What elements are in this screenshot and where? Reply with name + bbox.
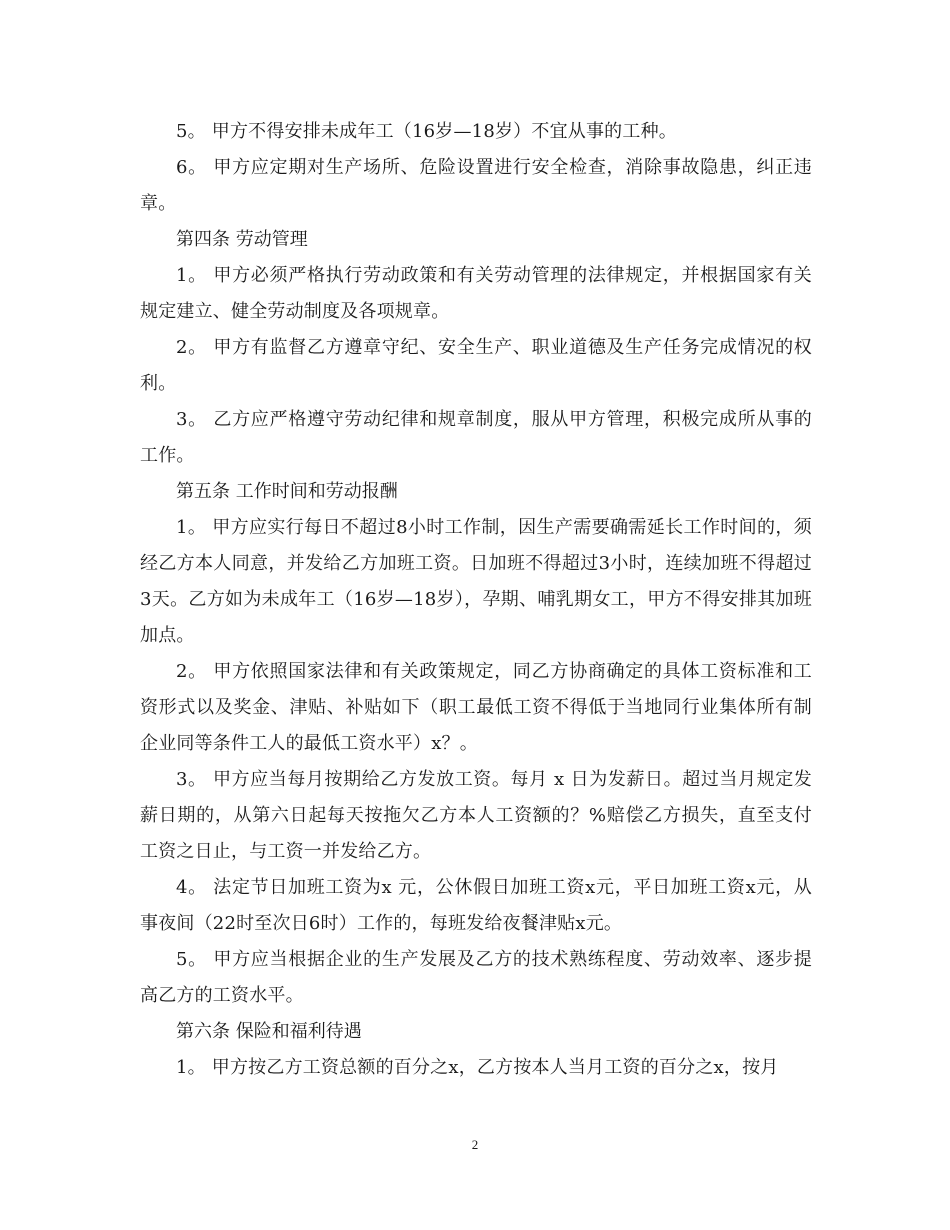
clause-3-item-6: 6。 甲方应定期对生产场所、危险设置进行安全检查，消除事故隐患，纠正违章。 (140, 157, 812, 214)
clause-3-item-5: 5。 甲方不得安排未成年工（16岁—18岁）不宜从事的工种。 (176, 121, 677, 142)
clause-5-item-5: 5。 甲方应当根据企业的生产发展及乙方的技术熟练程度、劳动效率、逐步提高乙方的工资水平。 (140, 949, 812, 1006)
page-number: 2 (471, 1137, 479, 1152)
clause-6-item-1: 1。 甲方按乙方工资总额的百分之x，乙方按本人当月工资的百分之x，按月 (176, 1057, 779, 1078)
clause-4-item-2: 2。 甲方有监督乙方遵章守纪、安全生产、职业道德及生产任务完成情况的权利。 (140, 337, 812, 394)
clause-4-item-1: 1。 甲方必须严格执行劳动政策和有关劳动管理的法律规定，并根据国家有关规定建立、健全劳动制度及各项规章。 (140, 265, 812, 322)
clause-5-item-3: 3。 甲方应当每月按期给乙方发放工资。每月 x 日为发薪日。超过当月规定发薪日期的，从第六日起每天按拖欠乙方本人工资额的？%赔偿乙方损失，直至支付工资之日止，与工资一并发给乙方。 (140, 769, 812, 862)
clause-4-item-3: 3。 乙方应严格遵守劳动纪律和规章制度，服从甲方管理，积极完成所从事的工作。 (140, 409, 812, 466)
clause-6-heading: 第六条 保险和福利待遇 (176, 1021, 362, 1042)
document-body (140, 114, 812, 1086)
clause-5-heading: 第五条 工作时间和劳动报酬 (176, 481, 398, 502)
clause-4-heading: 第四条 劳动管理 (176, 229, 308, 250)
clause-5-item-4: 4。 法定节日加班工资为x 元，公休假日加班工资x元，平日加班工资x元，从事夜间（22时至次日6时）工作的，每班发给夜餐津贴x元。 (140, 877, 812, 934)
clause-5-item-2: 2。 甲方依照国家法律和有关政策规定，同乙方协商确定的具体工资标准和工资形式以及奖金、津贴、补贴如下（职工最低工资不得低于当地同行业集体所有制企业同等条件工人的最低工资水平）x？。 (140, 661, 812, 754)
clause-5-item-1: 1。 甲方应实行每日不超过8小时工作制，因生产需要确需延长工作时间的，须经乙方本人同意，并发给乙方加班工资。日加班不得超过3小时，连续加班不得超过3天。乙方如为未成年工（16岁—18岁），孕期、哺乳期女工，甲方不得安排其加班加点。 (140, 517, 812, 646)
